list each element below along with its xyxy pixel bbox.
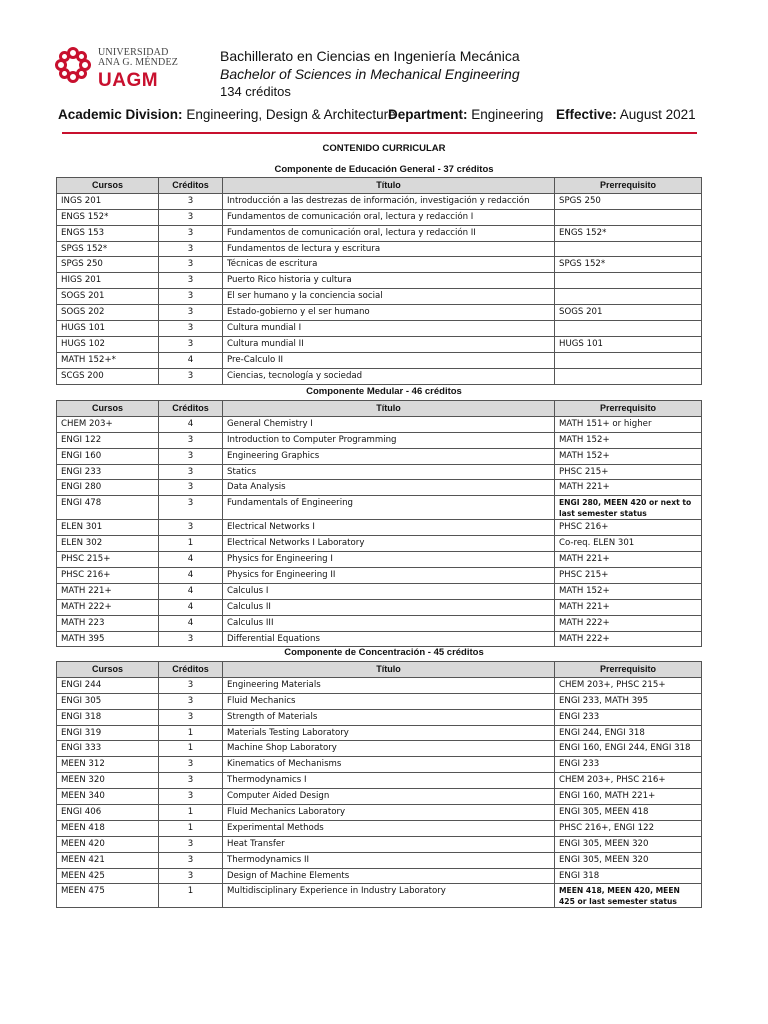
course-prerequisite: PHSC 215+	[555, 568, 702, 584]
column-header: Créditos	[159, 401, 223, 417]
course-credits: 3	[159, 225, 223, 241]
course-code: ELEN 302	[57, 536, 159, 552]
course-title: Calculus III	[223, 615, 555, 631]
course-code: ENGI 122	[57, 432, 159, 448]
course-table	[56, 177, 702, 385]
course-prerequisite: MATH 152+	[555, 432, 702, 448]
course-credits: 3	[159, 631, 223, 647]
course-credits: 3	[159, 709, 223, 725]
course-prerequisite: MATH 221+	[555, 480, 702, 496]
column-header: Cursos	[57, 178, 159, 194]
table-row	[57, 273, 702, 289]
course-code: MEEN 340	[57, 789, 159, 805]
table-row	[57, 480, 702, 496]
column-header: Cursos	[57, 662, 159, 678]
program-header	[220, 47, 520, 101]
course-prerequisite: ENGI 305, MEEN 418	[555, 805, 702, 821]
section-title: Componente Medular - 46 créditos	[306, 386, 462, 397]
course-credits: 3	[159, 448, 223, 464]
course-prerequisite: Co-req. ELEN 301	[555, 536, 702, 552]
course-code: PHSC 216+	[57, 568, 159, 584]
course-code: MATH 152+*	[57, 352, 159, 368]
course-prerequisite	[555, 241, 702, 257]
course-code: MEEN 312	[57, 757, 159, 773]
course-credits: 4	[159, 568, 223, 584]
course-prerequisite: SOGS 201	[555, 305, 702, 321]
course-code: ENGI 244	[57, 677, 159, 693]
course-credits: 3	[159, 464, 223, 480]
table-row	[57, 631, 702, 647]
course-code: MEEN 421	[57, 852, 159, 868]
section-title: Componente de Concentración - 45 créditos	[284, 647, 484, 658]
academic-division: Academic Division: Engineering, Design & Architecture	[58, 107, 396, 122]
program-title-es: Bachillerato en Ciencias en Ingeniería Mecánica	[220, 48, 520, 64]
table-row	[57, 693, 702, 709]
course-title: Engineering Materials	[223, 677, 555, 693]
column-header: Prerrequisito	[555, 662, 702, 678]
course-code: ENGI 280	[57, 480, 159, 496]
table-row	[57, 805, 702, 821]
table-row	[57, 336, 702, 352]
table-row	[57, 568, 702, 584]
course-code: MEEN 320	[57, 773, 159, 789]
course-credits: 1	[159, 725, 223, 741]
course-title: Computer Aided Design	[223, 789, 555, 805]
table-row	[57, 209, 702, 225]
course-credits: 4	[159, 599, 223, 615]
table-row	[57, 520, 702, 536]
course-prerequisite: MEEN 418, MEEN 420, MEEN 425 or last semester status	[555, 884, 702, 908]
course-code: SPGS 250	[57, 257, 159, 273]
course-credits: 3	[159, 480, 223, 496]
course-title: Multidisciplinary Experience in Industry Laboratory	[223, 884, 555, 908]
course-credits: 3	[159, 305, 223, 321]
table-row	[57, 305, 702, 321]
course-title: Electrical Networks I	[223, 520, 555, 536]
course-prerequisite: MATH 152+	[555, 448, 702, 464]
table-row	[57, 225, 702, 241]
course-code: ENGI 478	[57, 496, 159, 520]
course-title: Design of Machine Elements	[223, 868, 555, 884]
course-title: Machine Shop Laboratory	[223, 741, 555, 757]
course-prerequisite: ENGI 280, MEEN 420 or next to last semester status	[555, 496, 702, 520]
course-credits: 4	[159, 416, 223, 432]
course-prerequisite: ENGI 305, MEEN 320	[555, 836, 702, 852]
course-code: ENGI 406	[57, 805, 159, 821]
table-row	[57, 321, 702, 337]
course-credits: 3	[159, 789, 223, 805]
course-code: ENGI 233	[57, 464, 159, 480]
table-row	[57, 741, 702, 757]
course-title: El ser humano y la conciencia social	[223, 289, 555, 305]
course-prerequisite: ENGI 305, MEEN 320	[555, 852, 702, 868]
course-credits: 3	[159, 836, 223, 852]
table-row	[57, 615, 702, 631]
course-title: Strength of Materials	[223, 709, 555, 725]
course-title: Data Analysis	[223, 480, 555, 496]
table-row	[57, 583, 702, 599]
table-row	[57, 193, 702, 209]
course-prerequisite	[555, 273, 702, 289]
course-title: Puerto Rico historia y cultura	[223, 273, 555, 289]
course-credits: 3	[159, 368, 223, 384]
table-row	[57, 836, 702, 852]
table-row	[57, 725, 702, 741]
course-credits: 3	[159, 868, 223, 884]
course-credits: 1	[159, 884, 223, 908]
table-row	[57, 852, 702, 868]
course-title: Ciencias, tecnología y sociedad	[223, 368, 555, 384]
program-title-en: Bachelor of Sciences in Mechanical Engineering	[220, 66, 520, 82]
course-prerequisite: SPGS 250	[555, 193, 702, 209]
course-prerequisite: MATH 221+	[555, 599, 702, 615]
course-code: ENGI 160	[57, 448, 159, 464]
table-row	[57, 416, 702, 432]
course-title: Physics for Engineering I	[223, 552, 555, 568]
column-header: Créditos	[159, 662, 223, 678]
course-credits: 4	[159, 352, 223, 368]
logo-emblem-icon	[54, 46, 92, 84]
course-code: ENGS 153	[57, 225, 159, 241]
table-row	[57, 368, 702, 384]
course-prerequisite: ENGI 233	[555, 757, 702, 773]
course-title: Introduction to Computer Programming	[223, 432, 555, 448]
course-code: SOGS 202	[57, 305, 159, 321]
course-prerequisite: ENGI 160, MATH 221+	[555, 789, 702, 805]
course-title: Differential Equations	[223, 631, 555, 647]
course-credits: 3	[159, 693, 223, 709]
course-prerequisite: ENGI 160, ENGI 244, ENGI 318	[555, 741, 702, 757]
course-prerequisite: ENGI 318	[555, 868, 702, 884]
course-title: Thermodynamics II	[223, 852, 555, 868]
course-credits: 3	[159, 209, 223, 225]
course-credits: 3	[159, 241, 223, 257]
course-credits: 4	[159, 552, 223, 568]
course-credits: 1	[159, 741, 223, 757]
table-header-row	[57, 662, 702, 678]
course-code: MEEN 475	[57, 884, 159, 908]
header-divider	[62, 132, 697, 134]
course-credits: 3	[159, 432, 223, 448]
course-prerequisite: ENGI 233	[555, 709, 702, 725]
course-prerequisite	[555, 289, 702, 305]
course-credits: 1	[159, 536, 223, 552]
university-logo	[54, 44, 204, 94]
course-code: MATH 222+	[57, 599, 159, 615]
course-credits: 3	[159, 773, 223, 789]
course-title: Calculus I	[223, 583, 555, 599]
column-header: Título	[223, 178, 555, 194]
course-title: Cultura mundial II	[223, 336, 555, 352]
course-credits: 1	[159, 805, 223, 821]
course-prerequisite: CHEM 203+, PHSC 216+	[555, 773, 702, 789]
logo-line-2: ANA G. MÉNDEZ	[98, 57, 179, 68]
course-title: Heat Transfer	[223, 836, 555, 852]
course-prerequisite: ENGS 152*	[555, 225, 702, 241]
course-title: Statics	[223, 464, 555, 480]
course-code: ENGI 319	[57, 725, 159, 741]
table-row	[57, 820, 702, 836]
course-code: MEEN 418	[57, 820, 159, 836]
course-title: Fundamentos de comunicación oral, lectura y redacción I	[223, 209, 555, 225]
course-title: Materials Testing Laboratory	[223, 725, 555, 741]
department: Department: Engineering	[388, 107, 544, 122]
table-row	[57, 352, 702, 368]
course-title: Fundamentals of Engineering	[223, 496, 555, 520]
course-credits: 4	[159, 583, 223, 599]
table-row	[57, 757, 702, 773]
course-prerequisite	[555, 368, 702, 384]
table-header-row	[57, 401, 702, 417]
column-header: Título	[223, 662, 555, 678]
table-row	[57, 536, 702, 552]
course-prerequisite	[555, 352, 702, 368]
table-row	[57, 432, 702, 448]
course-code: ENGI 318	[57, 709, 159, 725]
course-title: Fluid Mechanics	[223, 693, 555, 709]
course-credits: 3	[159, 321, 223, 337]
course-code: ELEN 301	[57, 520, 159, 536]
table-row	[57, 289, 702, 305]
column-header: Cursos	[57, 401, 159, 417]
course-credits: 1	[159, 820, 223, 836]
table-row	[57, 884, 702, 908]
course-credits: 3	[159, 273, 223, 289]
course-prerequisite	[555, 209, 702, 225]
course-title: Técnicas de escritura	[223, 257, 555, 273]
course-prerequisite: SPGS 152*	[555, 257, 702, 273]
course-table	[56, 400, 702, 647]
course-prerequisite: PHSC 216+, ENGI 122	[555, 820, 702, 836]
course-credits: 3	[159, 677, 223, 693]
course-code: CHEM 203+	[57, 416, 159, 432]
course-prerequisite	[555, 321, 702, 337]
table-row	[57, 599, 702, 615]
column-header: Prerrequisito	[555, 178, 702, 194]
course-credits: 3	[159, 336, 223, 352]
course-prerequisite: PHSC 216+	[555, 520, 702, 536]
table-row	[57, 773, 702, 789]
course-title: Electrical Networks I Laboratory	[223, 536, 555, 552]
table-row	[57, 241, 702, 257]
table-row	[57, 448, 702, 464]
course-code: SOGS 201	[57, 289, 159, 305]
effective-date: Effective: August 2021	[556, 107, 696, 122]
course-code: MEEN 425	[57, 868, 159, 884]
course-code: MATH 395	[57, 631, 159, 647]
course-credits: 3	[159, 757, 223, 773]
course-title: Estado-gobierno y el ser humano	[223, 305, 555, 321]
course-prerequisite: MATH 221+	[555, 552, 702, 568]
course-code: MEEN 420	[57, 836, 159, 852]
course-title: Introducción a las destrezas de información, investigación y redacción	[223, 193, 555, 209]
course-prerequisite: HUGS 101	[555, 336, 702, 352]
table-row	[57, 789, 702, 805]
course-title: Fundamentos de comunicación oral, lectura y redacción II	[223, 225, 555, 241]
course-code: ENGI 305	[57, 693, 159, 709]
table-row	[57, 709, 702, 725]
course-prerequisite: CHEM 203+, PHSC 215+	[555, 677, 702, 693]
section-title: Componente de Educación General - 37 créditos	[274, 164, 494, 175]
course-code: ENGI 333	[57, 741, 159, 757]
course-credits: 3	[159, 257, 223, 273]
course-title: General Chemistry I	[223, 416, 555, 432]
course-table	[56, 661, 702, 908]
column-header: Título	[223, 401, 555, 417]
table-row	[57, 868, 702, 884]
column-header: Créditos	[159, 178, 223, 194]
course-title: Thermodynamics I	[223, 773, 555, 789]
course-title: Fluid Mechanics Laboratory	[223, 805, 555, 821]
course-title: Fundamentos de lectura y escritura	[223, 241, 555, 257]
course-title: Calculus II	[223, 599, 555, 615]
course-code: HIGS 201	[57, 273, 159, 289]
curriculum-title: CONTENIDO CURRICULAR	[322, 143, 446, 154]
course-prerequisite: PHSC 215+	[555, 464, 702, 480]
course-title: Pre-Calculo II	[223, 352, 555, 368]
course-prerequisite: ENGI 233, MATH 395	[555, 693, 702, 709]
course-title: Physics for Engineering II	[223, 568, 555, 584]
course-code: HUGS 101	[57, 321, 159, 337]
course-prerequisite: MATH 152+	[555, 583, 702, 599]
course-code: HUGS 102	[57, 336, 159, 352]
logo-brand: UAGM	[98, 70, 159, 91]
course-credits: 3	[159, 852, 223, 868]
course-prerequisite: MATH 222+	[555, 615, 702, 631]
course-code: PHSC 215+	[57, 552, 159, 568]
table-row	[57, 496, 702, 520]
logo-line-1: UNIVERSIDAD	[98, 47, 169, 58]
course-prerequisite: MATH 151+ or higher	[555, 416, 702, 432]
course-prerequisite: ENGI 244, ENGI 318	[555, 725, 702, 741]
table-row	[57, 257, 702, 273]
course-credits: 3	[159, 193, 223, 209]
course-code: MATH 221+	[57, 583, 159, 599]
course-code: ENGS 152*	[57, 209, 159, 225]
course-code: INGS 201	[57, 193, 159, 209]
table-row	[57, 677, 702, 693]
table-row	[57, 464, 702, 480]
course-credits: 3	[159, 520, 223, 536]
course-code: SCGS 200	[57, 368, 159, 384]
course-credits: 4	[159, 615, 223, 631]
course-prerequisite: MATH 222+	[555, 631, 702, 647]
course-code: MATH 223	[57, 615, 159, 631]
university-name	[98, 48, 178, 68]
table-header-row	[57, 178, 702, 194]
course-title: Kinematics of Mechanisms	[223, 757, 555, 773]
course-title: Cultura mundial I	[223, 321, 555, 337]
table-row	[57, 552, 702, 568]
course-title: Engineering Graphics	[223, 448, 555, 464]
course-credits: 3	[159, 289, 223, 305]
course-code: SPGS 152*	[57, 241, 159, 257]
course-title: Experimental Methods	[223, 820, 555, 836]
column-header: Prerrequisito	[555, 401, 702, 417]
program-credits: 134 créditos	[220, 84, 291, 99]
course-credits: 3	[159, 496, 223, 520]
